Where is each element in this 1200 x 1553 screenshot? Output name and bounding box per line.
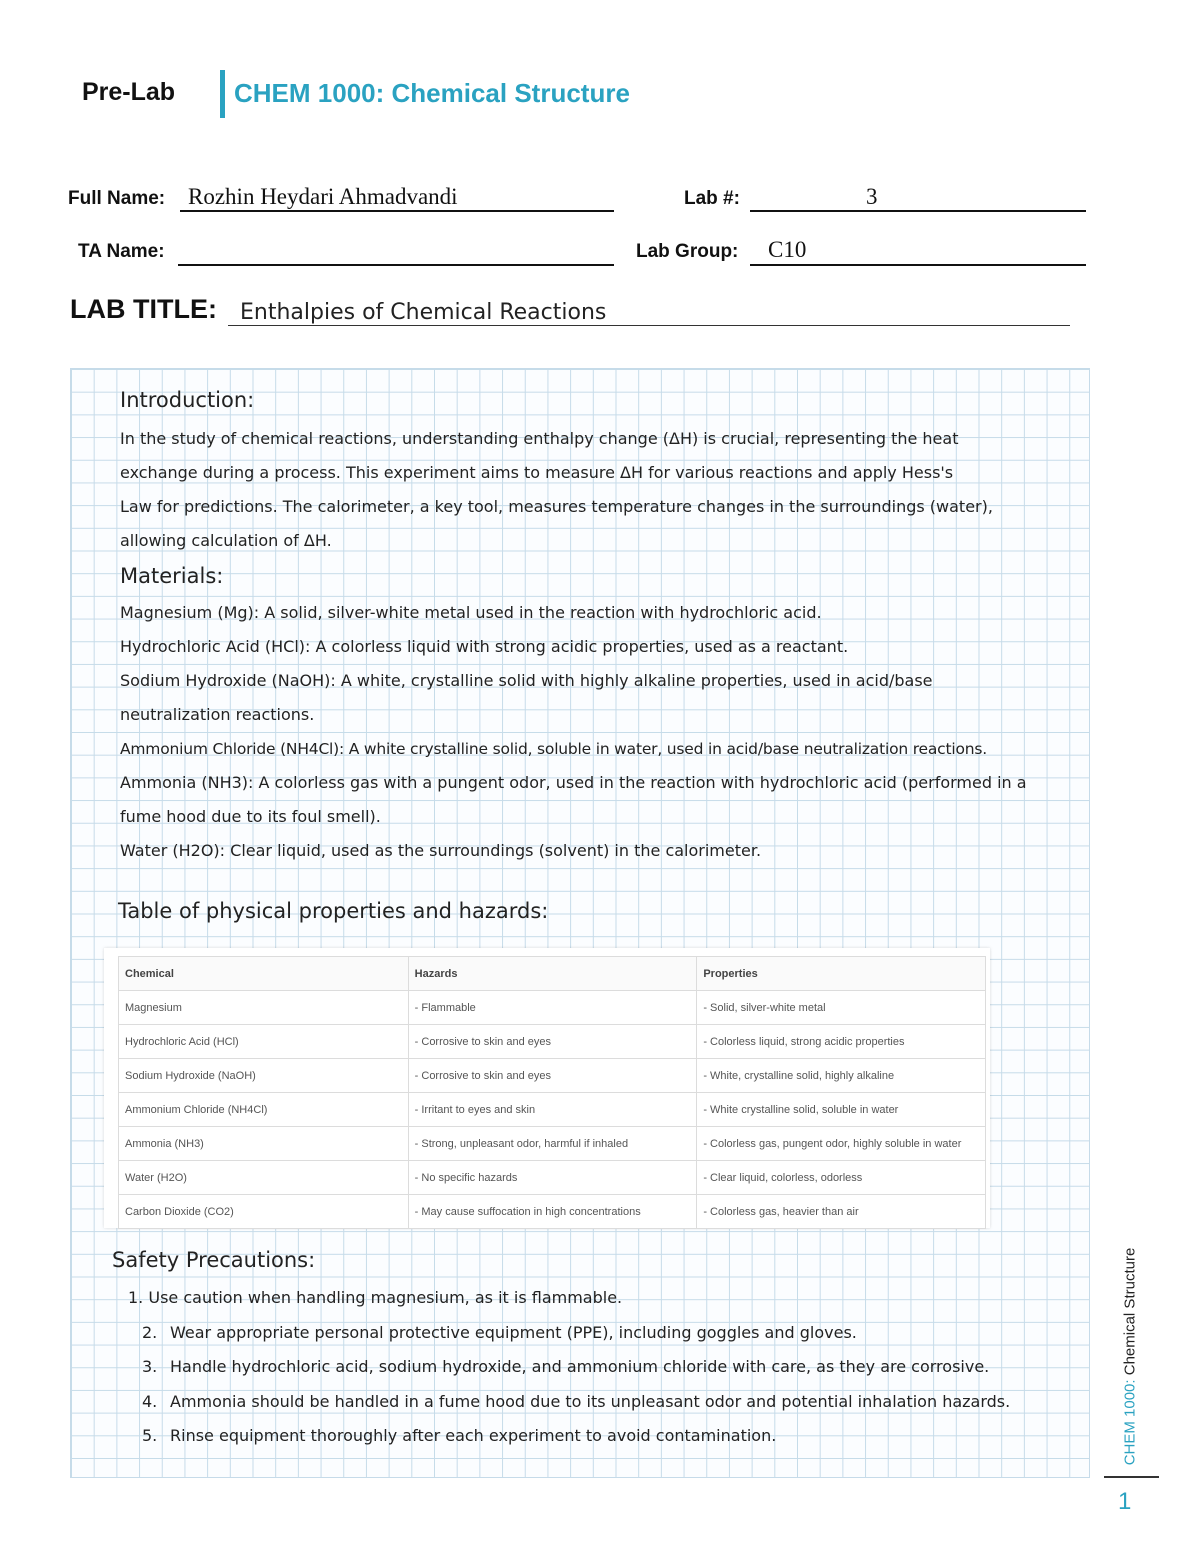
cell-chemical: Water (H2O): [119, 1161, 409, 1195]
safety-item-text: Wear appropriate personal protective equipment (PPE), including goggles and gloves.: [170, 1323, 857, 1342]
safety-item: [142, 1392, 1010, 1411]
header-divider: [220, 70, 225, 118]
table-row: [119, 1127, 986, 1161]
header-hazards: Hazards: [408, 957, 697, 991]
material-line: Water (H2O): Clear liquid, used as the surroundings (solvent) in the calorimeter.: [120, 841, 762, 860]
ta-name-label: TA Name:: [78, 241, 165, 262]
table-row: [119, 991, 986, 1025]
table-row: [119, 1025, 986, 1059]
properties-table-card: [104, 948, 990, 1228]
safety-item-number: 1.: [128, 1288, 144, 1307]
header-chemical: Chemical: [119, 957, 409, 991]
cell-chemical: Ammonia (NH3): [119, 1127, 409, 1161]
material-line: Hydrochloric Acid (HCl): A colorless liquid with strong acidic properties, used as a reactant.: [120, 637, 849, 656]
page-number: 1: [1118, 1488, 1132, 1515]
material-line: neutralization reactions.: [120, 705, 315, 724]
cell-chemical: Carbon Dioxide (CO2): [119, 1195, 409, 1229]
cell-hazard: - Corrosive to skin and eyes: [408, 1059, 697, 1093]
intro-line: In the study of chemical reactions, understanding enthalpy change (ΔH) is crucial, representing the heat: [120, 429, 959, 448]
safety-item: [142, 1323, 857, 1342]
lab-number-field[interactable]: 3: [866, 184, 878, 209]
side-course-prefix: CHEM 1000:: [1121, 1379, 1139, 1466]
cell-hazard: - May cause suffocation in high concentrations: [408, 1195, 697, 1229]
table-row: [119, 1059, 986, 1093]
lab-title-field[interactable]: Enthalpies of Chemical Reactions: [240, 300, 607, 325]
table-row: [119, 1195, 986, 1229]
table-header-row: [119, 957, 986, 991]
material-line: Ammonia (NH3): A colorless gas with a pungent odor, used in the reaction with hydrochloric acid (performed in a: [120, 773, 1027, 792]
ta-name-underline: [178, 264, 614, 266]
cell-chemical: Hydrochloric Acid (HCl): [119, 1025, 409, 1059]
lab-group-label: Lab Group:: [636, 241, 739, 262]
cell-hazard: - Flammable: [408, 991, 697, 1025]
safety-item: [142, 1426, 776, 1445]
material-line: Ammonium Chloride (NH4Cl): A white crystalline solid, soluble in water, used in acid/base neutralization reactions.: [120, 740, 988, 758]
material-line: Magnesium (Mg): A solid, silver-white metal used in the reaction with hydrochloric acid.: [120, 603, 822, 622]
table-heading: Table of physical properties and hazards:: [118, 899, 549, 923]
properties-table: [118, 956, 986, 1229]
intro-line: exchange during a process. This experiment aims to measure ΔH for various reactions and apply Hess's: [120, 463, 954, 482]
lab-title-label: LAB TITLE:: [70, 294, 217, 324]
cell-hazard: - Strong, unpleasant odor, harmful if inhaled: [408, 1127, 697, 1161]
full-name-field[interactable]: Rozhin Heydari Ahmadvandi: [188, 184, 458, 209]
cell-hazard: - No specific hazards: [408, 1161, 697, 1195]
lab-title-underline: [228, 325, 1070, 326]
lab-number-underline: [750, 210, 1086, 212]
safety-item-text: Use caution when handling magnesium, as it is flammable.: [148, 1288, 623, 1307]
footer-divider: [1104, 1476, 1159, 1478]
cell-property: - Clear liquid, colorless, odorless: [697, 1161, 986, 1195]
lab-group-underline: [750, 264, 1086, 266]
full-name-label: Full Name:: [68, 188, 166, 209]
header-properties: Properties: [697, 957, 986, 991]
prelab-label: Pre-Lab: [82, 78, 176, 106]
cell-property: - Solid, silver-white metal: [697, 991, 986, 1025]
intro-paragraph: [120, 422, 993, 558]
cell-property: - Colorless liquid, strong acidic properties: [697, 1025, 986, 1059]
safety-item-text: Handle hydrochloric acid, sodium hydroxide, and ammonium chloride with care, as they are corrosive.: [170, 1357, 990, 1376]
safety-item-text: Rinse equipment thoroughly after each experiment to avoid contamination.: [170, 1426, 777, 1445]
cell-chemical: Ammonium Chloride (NH4Cl): [119, 1093, 409, 1127]
cell-property: - White, crystalline solid, highly alkaline: [697, 1059, 986, 1093]
cell-chemical: Sodium Hydroxide (NaOH): [119, 1059, 409, 1093]
safety-item-number: 3.: [142, 1357, 158, 1376]
cell-chemical: Magnesium: [119, 991, 409, 1025]
lab-number-label: Lab #:: [684, 188, 740, 209]
lab-group-field[interactable]: C10: [768, 237, 807, 262]
safety-item-number: 4.: [142, 1392, 158, 1411]
intro-heading: Introduction:: [120, 388, 255, 412]
intro-line: Law for predictions. The calorimeter, a key tool, measures temperature changes in the surroundings (water),: [120, 497, 993, 516]
cell-property: - Colorless gas, heavier than air: [697, 1195, 986, 1229]
material-line: fume hood due to its foul smell).: [120, 807, 381, 826]
table-row: [119, 1093, 986, 1127]
side-course-suffix: Chemical Structure: [1121, 1247, 1139, 1376]
course-title: CHEM 1000: Chemical Structure: [234, 78, 630, 108]
materials-list: [120, 596, 1027, 868]
cell-hazard: - Corrosive to skin and eyes: [408, 1025, 697, 1059]
cell-property: - White crystalline solid, soluble in water: [697, 1093, 986, 1127]
table-row: [119, 1161, 986, 1195]
materials-heading: Materials:: [120, 564, 224, 588]
safety-item-text: Ammonia should be handled in a fume hood due to its unpleasant odor and potential inhalation hazards.: [170, 1392, 1011, 1411]
material-line: Sodium Hydroxide (NaOH): A white, crystalline solid with highly alkaline properties, used in acid/base: [120, 671, 933, 690]
full-name-underline: [180, 210, 614, 212]
side-course-label: [1122, 1242, 1139, 1472]
cell-hazard: - Irritant to eyes and skin: [408, 1093, 697, 1127]
safety-item: [142, 1357, 989, 1376]
intro-line: allowing calculation of ΔH.: [120, 531, 332, 550]
safety-heading: Safety Precautions:: [112, 1248, 316, 1272]
cell-property: - Colorless gas, pungent odor, highly soluble in water: [697, 1127, 986, 1161]
safety-item-number: 5.: [142, 1426, 158, 1445]
safety-item: [128, 1288, 622, 1307]
safety-item-number: 2.: [142, 1323, 158, 1342]
